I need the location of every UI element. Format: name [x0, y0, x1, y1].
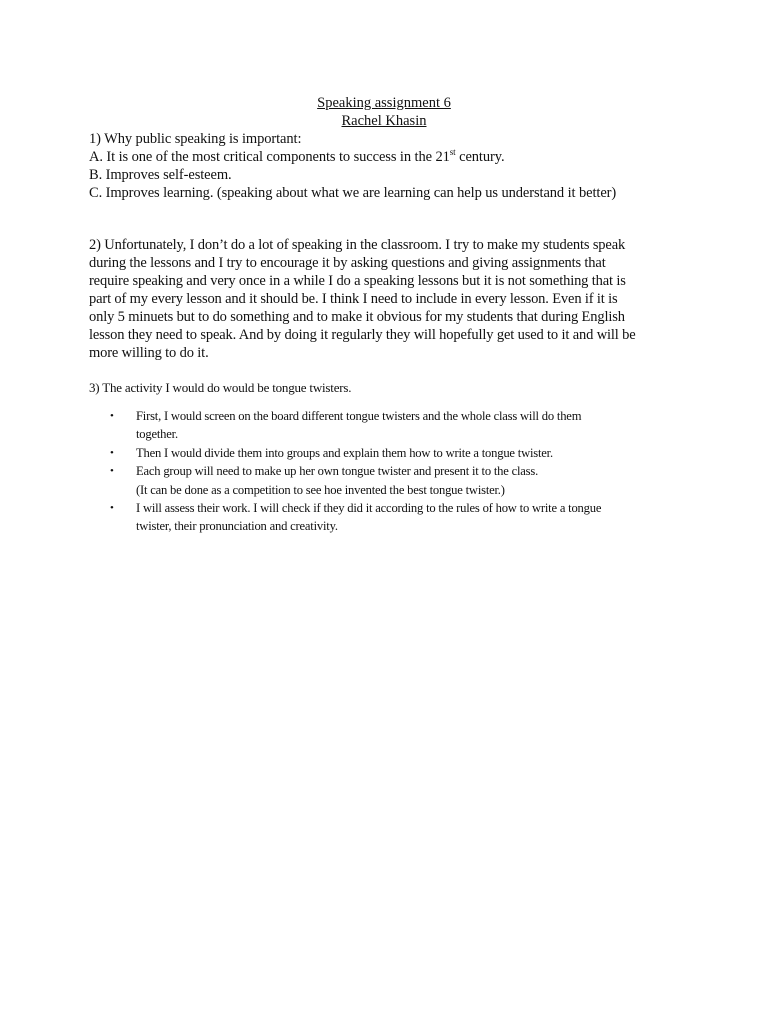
- section-2-line: require speaking and very once in a while I do a speaking lessons but it is not something that is: [89, 273, 626, 289]
- bullet-icon: •: [110, 465, 114, 478]
- activity-bullet-list: [110, 407, 690, 536]
- section-2-line: part of my every lesson and it should be. I think I need to include in every lesson. Even if it is: [89, 291, 618, 307]
- section-3-heading: 3) The activity I would do would be tongue twisters.: [89, 380, 352, 395]
- list-item: [110, 462, 690, 499]
- section-2-line: more willing to do it.: [89, 345, 209, 361]
- item-a-text: A. It is one of the most critical components to success in the 21: [89, 149, 450, 165]
- list-item-line: Then I would divide them into groups and explain them how to write a tongue twister.: [136, 445, 553, 460]
- bullet-icon: •: [110, 502, 114, 515]
- list-item-line: twister, their pronunciation and creativity.: [136, 519, 338, 534]
- list-item-line: I will assess their work. I will check if they did it according to the rules of how to write a tongue: [136, 501, 602, 516]
- list-item: [110, 407, 690, 444]
- section-1: [89, 130, 689, 202]
- list-item-line: (It can be done as a competition to see hoe invented the best tongue twister.): [136, 482, 505, 497]
- document-title: Speaking assignment 6: [317, 95, 451, 111]
- section-1-item-c: C. Improves learning. (speaking about what we are learning can help us understand it better): [89, 185, 617, 201]
- section-2: [89, 236, 679, 362]
- section-2-line: only 5 minuets but to do something and to make it obvious for my students that during English: [89, 309, 625, 325]
- section-1-heading: 1) Why public speaking is important:: [89, 131, 302, 147]
- item-a-text-end: century.: [455, 149, 505, 165]
- item-a-superscript: st: [449, 147, 456, 158]
- section-1-item-a: [89, 148, 689, 166]
- section-1-item-b: B. Improves self-esteem.: [89, 167, 232, 183]
- bullet-icon: •: [110, 410, 114, 422]
- list-item-line: together.: [136, 427, 178, 442]
- section-2-line: during the lessons and I try to encourage it by asking questions and giving assignments that: [89, 255, 606, 271]
- list-item-line: Each group will need to make up her own tongue twister and present it to the class.: [136, 464, 539, 479]
- list-item: [110, 444, 690, 462]
- list-item-line: First, I would screen on the board different tongue twisters and the whole class will do them: [136, 409, 582, 423]
- list-item: [110, 499, 690, 536]
- title-block: [0, 94, 768, 130]
- section-2-line: lesson they need to speak. And by doing it regularly they will hopefully get used to it and will be: [89, 327, 636, 343]
- bullet-icon: •: [110, 446, 114, 459]
- section-2-line: 2) Unfortunately, I don’t do a lot of speaking in the classroom. I try to make my students speak: [89, 237, 626, 253]
- author-name: Rachel Khasin: [341, 113, 427, 129]
